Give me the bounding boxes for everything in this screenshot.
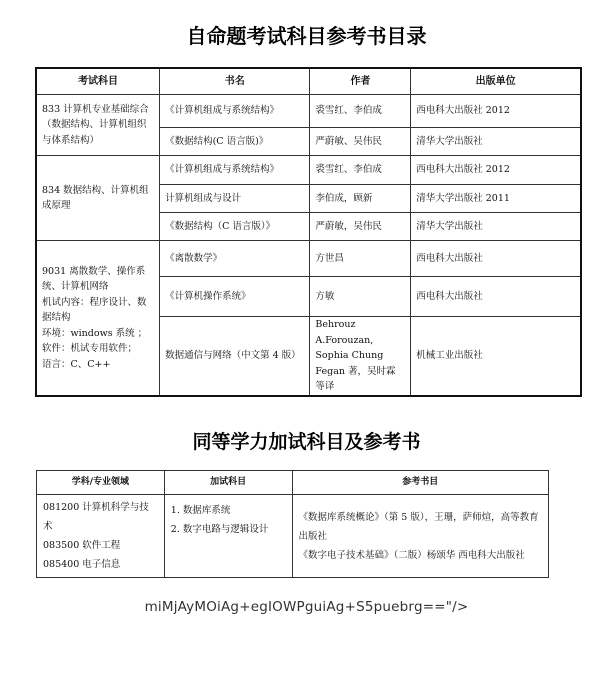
book-title-cell: 《计算机操作系统》 [160, 277, 310, 317]
author-cell: 方敏 [310, 277, 411, 317]
author-cell: 裘雪红、李伯成 [310, 156, 411, 185]
column-header: 加试科目 [164, 471, 292, 495]
reference-line: 《数据库系统概论》（第 5 版），王珊，萨师煊，高等教育出版社 [298, 511, 539, 542]
publisher-cell: 清华大学出版社 [411, 128, 581, 156]
author-cell: 严蔚敏、吴伟民 [310, 128, 411, 156]
subject-line: 2. 数字电路与逻辑设计 [170, 524, 269, 535]
table-row [36, 95, 581, 128]
publisher-cell: 西电科大出版社 2012 [411, 95, 581, 128]
column-header: 书名 [160, 68, 310, 95]
table-header-row [36, 68, 581, 95]
discipline-line: 083500 软件工程 [43, 540, 121, 551]
book-title-cell: 《数据结构(C 语言版)》 [160, 128, 310, 156]
publisher-cell: 清华大学出版社 [411, 213, 581, 241]
column-header: 出版单位 [411, 68, 581, 95]
book-title-cell: 《离散数学》 [160, 241, 310, 277]
column-header: 考试科目 [36, 68, 160, 95]
subject-line: 语言：C、C++ [42, 358, 111, 370]
subject-line: 环境：windows 系统 ； [42, 327, 148, 339]
discipline-cell [37, 495, 165, 578]
book-title-cell: 数据通信与网络（中文第 4 版） [160, 317, 310, 396]
subject-cell [164, 495, 292, 578]
column-header: 参考书目 [292, 471, 548, 495]
subject-line: 1. 数据库系统 [170, 505, 231, 516]
publisher-cell: 机械工业出版社 [411, 317, 581, 396]
author-cell: 方世昌 [310, 241, 411, 277]
author-cell: 严蔚敏，吴伟民 [310, 213, 411, 241]
book-title-cell: 《计算机组成与系统结构》 [160, 95, 310, 128]
reference-line: 《数字电子技术基础》（二版）杨颂华 西电科大出版社 [298, 549, 525, 561]
table-row [36, 156, 581, 185]
subject-line: 机试内容：程序设计、数据结构 [42, 296, 147, 323]
author-cell: 裘雪红、李伯成 [310, 95, 411, 128]
reference-cell [292, 495, 548, 578]
table-header-row [37, 471, 549, 495]
section-title: 同等学力加试科目及参考书 [192, 431, 421, 453]
column-header: 学科/专业领域 [37, 471, 165, 495]
publisher-cell: 清华大学出版社 2011 [411, 185, 581, 213]
stray-encoded-text: miMjAyMOiAg+egIOWPguiAg+S5puebrg=="/> [144, 599, 469, 615]
subject-cell: 833 计算机专业基础综合（数据结构、计算机组织与体系结构） [36, 95, 160, 156]
subject-cell [36, 241, 160, 396]
book-title-cell: 计算机组成与设计 [160, 185, 310, 213]
equivalent-exam-table [36, 470, 549, 578]
table-row [37, 495, 549, 578]
subject-cell: 834 数据结构、计算机组成原理 [36, 156, 160, 241]
author-cell: Behrouz A.Forouzan, Sophia Chung Fegan 著，吴时霖 等译 [310, 317, 411, 396]
publisher-cell: 西电科大出版社 [411, 241, 581, 277]
book-title-cell: 《计算机组成与系统结构》 [160, 156, 310, 185]
reference-books-table [35, 67, 582, 397]
column-header: 作者 [310, 68, 411, 95]
discipline-line: 081200 计算机科学与技术 [43, 502, 149, 532]
discipline-line: 085400 电子信息 [43, 559, 121, 570]
book-title-cell: 《数据结构（C 语言版）》 [160, 213, 310, 241]
subject-line: 软件：机试专用软件； [42, 343, 138, 354]
author-cell: 李伯成，顾新 [310, 185, 411, 213]
publisher-cell: 西电科大出版社 2012 [411, 156, 581, 185]
subject-line: 9031 离散数学、操作系统、计算机网络 [42, 265, 146, 292]
page-title: 自命题考试科目参考书目录 [186, 24, 427, 48]
publisher-cell: 西电科大出版社 [411, 277, 581, 317]
table-row [36, 241, 581, 277]
